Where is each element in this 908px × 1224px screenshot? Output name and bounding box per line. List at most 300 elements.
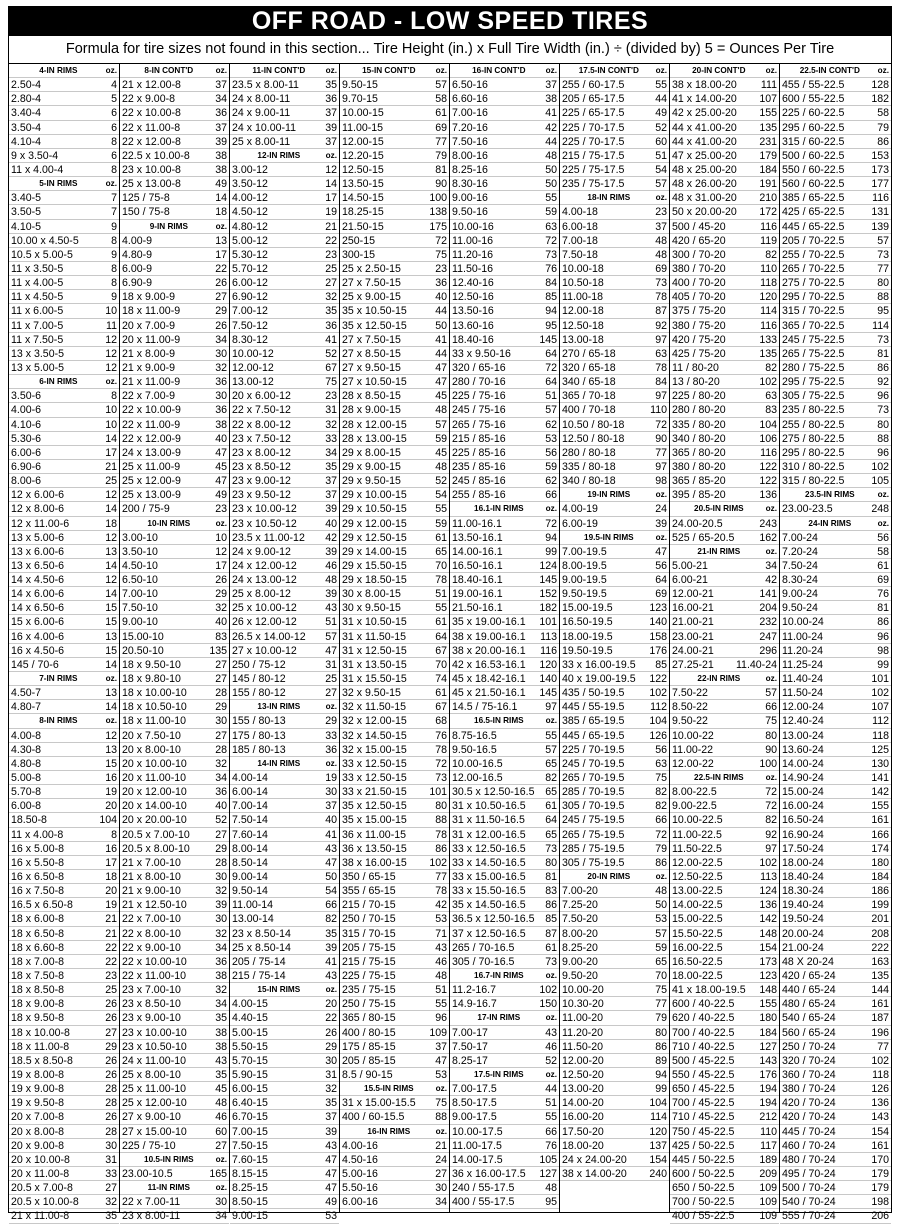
tire-size: 26 x 12.00-12 — [232, 616, 297, 629]
table-row — [120, 1167, 229, 1181]
ounces-value: 109 — [759, 1182, 777, 1195]
table-row — [120, 955, 229, 969]
table-row — [780, 1195, 891, 1209]
table-row — [340, 78, 449, 92]
ounces-value: 161 — [871, 998, 889, 1011]
table-row — [560, 743, 669, 757]
table-row — [670, 1209, 779, 1223]
table-row — [560, 983, 669, 997]
ounces-value: 101 — [539, 616, 557, 629]
table-row — [230, 474, 339, 488]
tire-size: 18 x 6.00-8 — [11, 913, 65, 926]
ounces-value: 243 — [759, 517, 777, 530]
tire-size: 225 / 70-17.5 — [562, 121, 625, 134]
tire-size: 250 / 75-12 — [232, 658, 286, 671]
ounces-value: 99 — [545, 545, 557, 558]
ounces-value: 48 — [215, 1097, 227, 1110]
table-column — [780, 64, 891, 1223]
table-row — [120, 630, 229, 644]
tire-size: 5.00-16 — [342, 1167, 378, 1180]
ounces-value: 126 — [871, 1083, 889, 1096]
ounces-value: 154 — [649, 1153, 667, 1166]
ounces-value: 99 — [655, 1083, 667, 1096]
tire-size: 5.70-12 — [232, 262, 268, 275]
tire-size: 23.00-10.5 — [122, 1167, 173, 1180]
tire-size: 12 x 11.00-6 — [11, 517, 70, 530]
ounces-value: 94 — [545, 531, 557, 544]
table-row — [120, 799, 229, 813]
ounces-value: 38 — [215, 418, 227, 431]
table-row — [450, 856, 559, 870]
table-row — [450, 121, 559, 135]
tire-size: 275 / 70-22.5 — [782, 277, 845, 290]
tire-size: 35 x 12.50-15 — [342, 800, 407, 813]
tire-size: 44 x 41.00-20 — [672, 121, 737, 134]
table-row — [780, 785, 891, 799]
table-row — [560, 842, 669, 856]
tire-size: 280 / 80-18 — [562, 446, 616, 459]
tire-size: 35 x 10.50-15 — [342, 305, 407, 318]
ounces-value: 35 — [325, 460, 337, 473]
tire-size: 5.00-21 — [672, 559, 708, 572]
table-row — [9, 545, 119, 559]
tire-size: 16.00-21 — [672, 602, 714, 615]
table-row — [120, 1068, 229, 1082]
ounces-header: oz. — [435, 1126, 447, 1136]
table-row — [780, 898, 891, 912]
ounces-value: 47 — [215, 446, 227, 459]
tire-size: 25 x 10.00-12 — [232, 602, 297, 615]
ounces-value: 36 — [215, 786, 227, 799]
ounces-value: 60 — [655, 135, 667, 148]
tire-size: 8.75-16.5 — [452, 729, 497, 742]
tire-size: 23 x 10.00-12 — [232, 503, 297, 516]
ounces-value: 130 — [871, 757, 889, 770]
table-column — [450, 64, 560, 1212]
ounces-value: 118 — [872, 1068, 889, 1081]
table-row — [340, 106, 449, 120]
tire-size: 375 / 75-20 — [672, 305, 726, 318]
ounces-value: 50 — [655, 899, 667, 912]
ounces-value: 31 — [325, 404, 337, 417]
tire-size: 18 x 7.50-8 — [11, 970, 65, 982]
ounces-value: 30 — [215, 871, 227, 884]
tire-size: 25 x 11.00-9 — [122, 460, 181, 473]
table-row — [670, 1125, 779, 1139]
tire-size: 385 / 65-19.5 — [562, 715, 625, 728]
tire-size: 18.5 x 8.50-8 — [11, 1054, 73, 1067]
table-row — [670, 813, 779, 827]
tire-size: 21.50-16.1 — [452, 602, 503, 615]
ounces-header: oz. — [325, 150, 337, 160]
table-row — [780, 1153, 891, 1167]
table-row — [670, 347, 779, 361]
ounces-value: 166 — [871, 828, 889, 841]
table-row — [230, 630, 339, 644]
table-row — [230, 870, 339, 884]
table-row — [120, 389, 229, 403]
tire-size: 380 / 70-24 — [782, 1083, 836, 1096]
ounces-value: 30 — [215, 715, 227, 728]
table-row — [780, 1167, 891, 1181]
ounces-value: 77 — [877, 262, 889, 275]
tire-size: 47 x 25.00-20 — [672, 149, 737, 162]
ounces-value: 40 — [435, 291, 447, 304]
ounces-value: 65 — [435, 545, 447, 558]
ounces-value: 112 — [650, 701, 667, 714]
ounces-value: 17 — [215, 559, 227, 572]
tire-size: 11 x 3.50-5 — [11, 262, 64, 275]
section-header — [780, 488, 891, 502]
ounces-value: 37 — [325, 475, 337, 488]
ounces-value: 34 — [325, 446, 337, 459]
ounces-value: 57 — [655, 927, 667, 940]
ounces-value: 87 — [545, 927, 557, 940]
ounces-value: 145 — [539, 687, 557, 700]
table-row — [780, 573, 891, 587]
ounces-value: 39 — [325, 503, 337, 516]
table-row — [780, 361, 891, 375]
table-row — [9, 234, 119, 248]
table-row — [560, 828, 669, 842]
ounces-value: 25 — [105, 475, 117, 488]
table-row — [9, 729, 119, 743]
table-row — [120, 997, 229, 1011]
ounces-value: 37 — [325, 107, 337, 120]
table-row — [450, 587, 559, 601]
ounces-value: 32 — [215, 927, 227, 940]
tire-size: 3.40-5 — [11, 192, 42, 205]
ounces-value: 116 — [760, 446, 777, 459]
tire-size: 4.10-4 — [11, 135, 42, 148]
table-row — [230, 319, 339, 333]
ounces-value: 150 — [539, 998, 557, 1011]
tire-size: 21 x 8.00-9 — [122, 347, 176, 360]
table-row — [450, 799, 559, 813]
table-row — [560, 1110, 669, 1124]
tire-size: 13.00-14 — [232, 913, 274, 926]
tire-size: 8.50-15 — [232, 1196, 268, 1209]
table-row — [780, 1209, 891, 1223]
ounces-value: 63 — [765, 390, 777, 403]
table-row — [9, 757, 119, 771]
section-label: 17.5-IN CONT'D — [578, 66, 639, 75]
table-row — [9, 502, 119, 516]
tire-size: 13 x 5.00-5 — [11, 361, 65, 374]
tire-size: 7.50-22 — [672, 687, 708, 700]
ounces-value: 51 — [545, 390, 557, 403]
ounces-value: 35 — [325, 305, 337, 318]
section-label: 22.5-IN RIMS — [694, 773, 744, 783]
tire-size: 25 x 11.00-10 — [122, 1083, 187, 1096]
table-row — [780, 1026, 891, 1040]
ounces-value: 34 — [215, 772, 227, 785]
tire-size: 225 / 85-16 — [452, 446, 506, 459]
tire-size: 27 x 7.50-15 — [342, 277, 401, 290]
table-row — [780, 912, 891, 926]
table-row — [9, 842, 119, 856]
tire-size: 12.40-16 — [452, 277, 494, 290]
ounces-header: oz. — [105, 377, 117, 387]
section-label: 21-IN RIMS — [697, 546, 741, 556]
table-row — [9, 276, 119, 290]
table-row — [120, 658, 229, 672]
ounces-value: 39 — [325, 121, 337, 134]
tire-size: 22 x 10.00-9 — [122, 404, 181, 417]
tire-size: 16 x 4.00-6 — [11, 630, 65, 643]
table-row — [9, 870, 119, 884]
section-header — [120, 1181, 229, 1195]
ounces-value: 26 — [105, 1012, 117, 1025]
ounces-value: 39 — [325, 941, 337, 954]
tire-size: 22 x 11.00-10 — [122, 970, 187, 982]
ounces-value: 154 — [759, 941, 777, 954]
table-row — [450, 319, 559, 333]
tire-size: 8.5 / 90-15 — [342, 1068, 393, 1081]
tire-size: 33 x 15.50-16.5 — [452, 885, 526, 898]
ounces-value: 57 — [765, 687, 777, 700]
table-row — [230, 615, 339, 629]
table-row — [450, 686, 559, 700]
table-row — [340, 276, 449, 290]
table-row — [9, 884, 119, 898]
tire-size: 225 / 70-19.5 — [562, 743, 625, 756]
ounces-value: 86 — [877, 135, 889, 148]
ounces-value: 36 — [435, 277, 447, 290]
tire-size: 27 x 7.50-15 — [342, 333, 401, 346]
table-row — [450, 785, 559, 799]
table-row — [780, 432, 891, 446]
ounces-value: 58 — [435, 93, 447, 106]
table-row — [670, 1040, 779, 1054]
ounces-value: 116 — [760, 319, 777, 332]
tire-size: 22.5 x 10.00-8 — [122, 149, 190, 162]
ounces-value: 182 — [539, 602, 557, 615]
ounces-value: 44 — [545, 1083, 557, 1096]
tire-size: 32 x 11.50-15 — [342, 701, 407, 714]
table-row — [560, 1040, 669, 1054]
tire-size: 4.80-9 — [122, 248, 153, 261]
tire-size: 285 / 75-19.5 — [562, 842, 625, 855]
tire-size: 31 x 11.50-15 — [342, 630, 407, 643]
tire-size: 9.50-19.5 — [562, 588, 607, 601]
ounces-value: 28 — [215, 743, 227, 756]
table-row — [9, 418, 119, 432]
table-row — [780, 828, 891, 842]
tire-size: 23 x 8.50-10 — [122, 998, 181, 1011]
tire-size: 12 x 8.00-6 — [11, 503, 65, 516]
section-label: 4-IN RIMS — [39, 66, 78, 75]
table-row — [340, 191, 449, 205]
table-row — [230, 771, 339, 785]
table-row — [230, 912, 339, 926]
tire-size: 445 / 65-19.5 — [562, 729, 625, 742]
table-row — [230, 517, 339, 531]
tire-size: 38 x 16.00-15 — [342, 856, 407, 869]
ounces-value: 28 — [105, 1097, 117, 1110]
ounces-value: 34 — [215, 333, 227, 346]
ounces-value: 75 — [325, 376, 337, 389]
tire-size: 11.50-22.5 — [672, 842, 722, 855]
table-row — [340, 997, 449, 1011]
table-row — [450, 1110, 559, 1124]
table-row — [450, 630, 559, 644]
ounces-value: 27 — [435, 1167, 447, 1180]
ounces-value: 80 — [545, 856, 557, 869]
table-row — [450, 304, 559, 318]
tire-size: 420 / 65-24 — [782, 970, 836, 982]
section-label: 10.5-IN RIMS — [144, 1154, 194, 1164]
tire-size: 26.5 x 14.00-12 — [232, 630, 306, 643]
ounces-value: 128 — [871, 79, 889, 92]
tire-size: 21 x 8.00-10 — [122, 871, 181, 884]
ounces-value: 118 — [760, 277, 777, 290]
tire-size: 3.50-4 — [11, 121, 42, 134]
table-row — [120, 856, 229, 870]
table-row — [450, 573, 559, 587]
table-row — [230, 403, 339, 417]
tire-size: 25 x 12.00-10 — [122, 1097, 187, 1110]
section-header — [560, 870, 669, 884]
table-row — [450, 941, 559, 955]
ounces-value: 28 — [105, 1083, 117, 1096]
tire-size: 14.00-20 — [562, 1097, 604, 1110]
tire-size: 29 x 12.50-15 — [342, 531, 407, 544]
ounces-value: 127 — [759, 1040, 777, 1053]
table-row — [340, 785, 449, 799]
ounces-header: oz. — [765, 773, 777, 783]
ounces-value: 153 — [871, 149, 889, 162]
table-row — [560, 290, 669, 304]
ounces-value: 136 — [759, 899, 777, 912]
ounces-value: 61 — [877, 559, 889, 572]
tire-size: 22 x 11.00-8 — [122, 121, 181, 134]
table-row — [9, 205, 119, 219]
table-row — [560, 813, 669, 827]
tire-size: 24.00-21 — [672, 644, 714, 657]
section-label: 16-IN CONT'D — [472, 66, 526, 75]
section-label: 24-IN RIMS — [808, 518, 852, 528]
ounces-value: 17 — [215, 248, 227, 261]
ounces-value: 81 — [435, 163, 447, 176]
ounces-value: 27 — [215, 1139, 227, 1152]
tire-size: 20.5 x 8.00-10 — [122, 842, 190, 855]
table-row — [120, 78, 229, 92]
tire-size: 620 / 40-22.5 — [672, 1012, 735, 1025]
table-row — [670, 1153, 779, 1167]
tire-size: 395 / 85-20 — [672, 489, 726, 502]
tire-size: 23 x 8.00-12 — [232, 446, 291, 459]
table-row — [450, 545, 559, 559]
ounces-value: 28 — [215, 856, 227, 869]
table-row — [560, 587, 669, 601]
table-row — [230, 333, 339, 347]
ounces-value: 94 — [545, 305, 557, 318]
table-row — [230, 1011, 339, 1025]
ounces-value: 97 — [655, 460, 667, 473]
ounces-value: 135 — [871, 970, 889, 982]
tire-size: 5.70-8 — [11, 786, 42, 799]
table-row — [560, 615, 669, 629]
ounces-value: 53 — [435, 913, 447, 926]
tire-size: 10.00-16.5 — [452, 757, 503, 770]
table-row — [340, 135, 449, 149]
table-column — [120, 64, 230, 1223]
tire-size: 37 x 12.50-16.5 — [452, 927, 526, 940]
ounces-value: 20 — [325, 998, 337, 1011]
table-row — [9, 361, 119, 375]
ounces-value: 104 — [99, 814, 117, 827]
section-header — [670, 502, 779, 516]
ounces-value: 145 — [539, 574, 557, 587]
table-row — [9, 658, 119, 672]
section-label: 6-IN RIMS — [39, 377, 78, 387]
tire-size: 12.00-21 — [672, 588, 714, 601]
tire-size: 18 x 8.50-8 — [11, 984, 65, 997]
tire-size: 11.00-18 — [562, 291, 604, 304]
section-label: 23.5-IN RIMS — [805, 490, 855, 500]
ounces-value: 38 — [215, 149, 227, 162]
table-row — [9, 856, 119, 870]
ounces-value: 97 — [545, 701, 557, 714]
section-header — [120, 517, 229, 531]
ounces-value: 47 — [435, 376, 447, 389]
ounces-value: 44 — [655, 93, 667, 106]
table-row — [450, 1082, 559, 1096]
ounces-value: 92 — [655, 319, 667, 332]
tire-size: 365 / 80-20 — [672, 446, 726, 459]
table-row — [560, 276, 669, 290]
ounces-value: 21 — [105, 927, 117, 940]
tire-size: 11.00-14 — [232, 899, 274, 912]
ounces-value: 170 — [871, 1153, 889, 1166]
tire-size: 13 x 5.00-6 — [11, 531, 65, 544]
table-row — [230, 460, 339, 474]
section-header — [120, 1153, 229, 1167]
table-row — [670, 1096, 779, 1110]
table-row — [780, 149, 891, 163]
tire-size: 650 / 45-22.5 — [672, 1083, 735, 1096]
ounces-value: 7 — [111, 206, 117, 219]
table-row — [670, 700, 779, 714]
tire-size: 295 / 70-22.5 — [782, 291, 845, 304]
ounces-value: 80 — [877, 277, 889, 290]
tire-size: 7.60-15 — [232, 1153, 268, 1166]
ounces-value: 70 — [435, 559, 447, 572]
ounces-value: 33 — [105, 1167, 117, 1180]
table-row — [670, 799, 779, 813]
tire-size: 31 x 13.50-15 — [342, 658, 407, 671]
section-header — [450, 714, 559, 728]
ounces-value: 18 — [105, 517, 117, 530]
table-row — [230, 177, 339, 191]
table-row — [9, 785, 119, 799]
ounces-value: 83 — [215, 630, 227, 643]
table-row — [120, 177, 229, 191]
tire-size: 7.00-24 — [782, 531, 818, 544]
ounces-value: 125 — [871, 743, 889, 756]
table-row — [670, 446, 779, 460]
table-row — [340, 205, 449, 219]
tire-size: 365 / 70-18 — [562, 390, 616, 403]
table-row — [670, 248, 779, 262]
table-row — [670, 106, 779, 120]
table-row — [450, 658, 559, 672]
tire-size: 25 x 8.00-11 — [232, 135, 291, 148]
ounces-value: 78 — [655, 291, 667, 304]
ounces-header: oz. — [325, 66, 337, 75]
tire-size: 11 x 4.00-8 — [11, 828, 64, 841]
